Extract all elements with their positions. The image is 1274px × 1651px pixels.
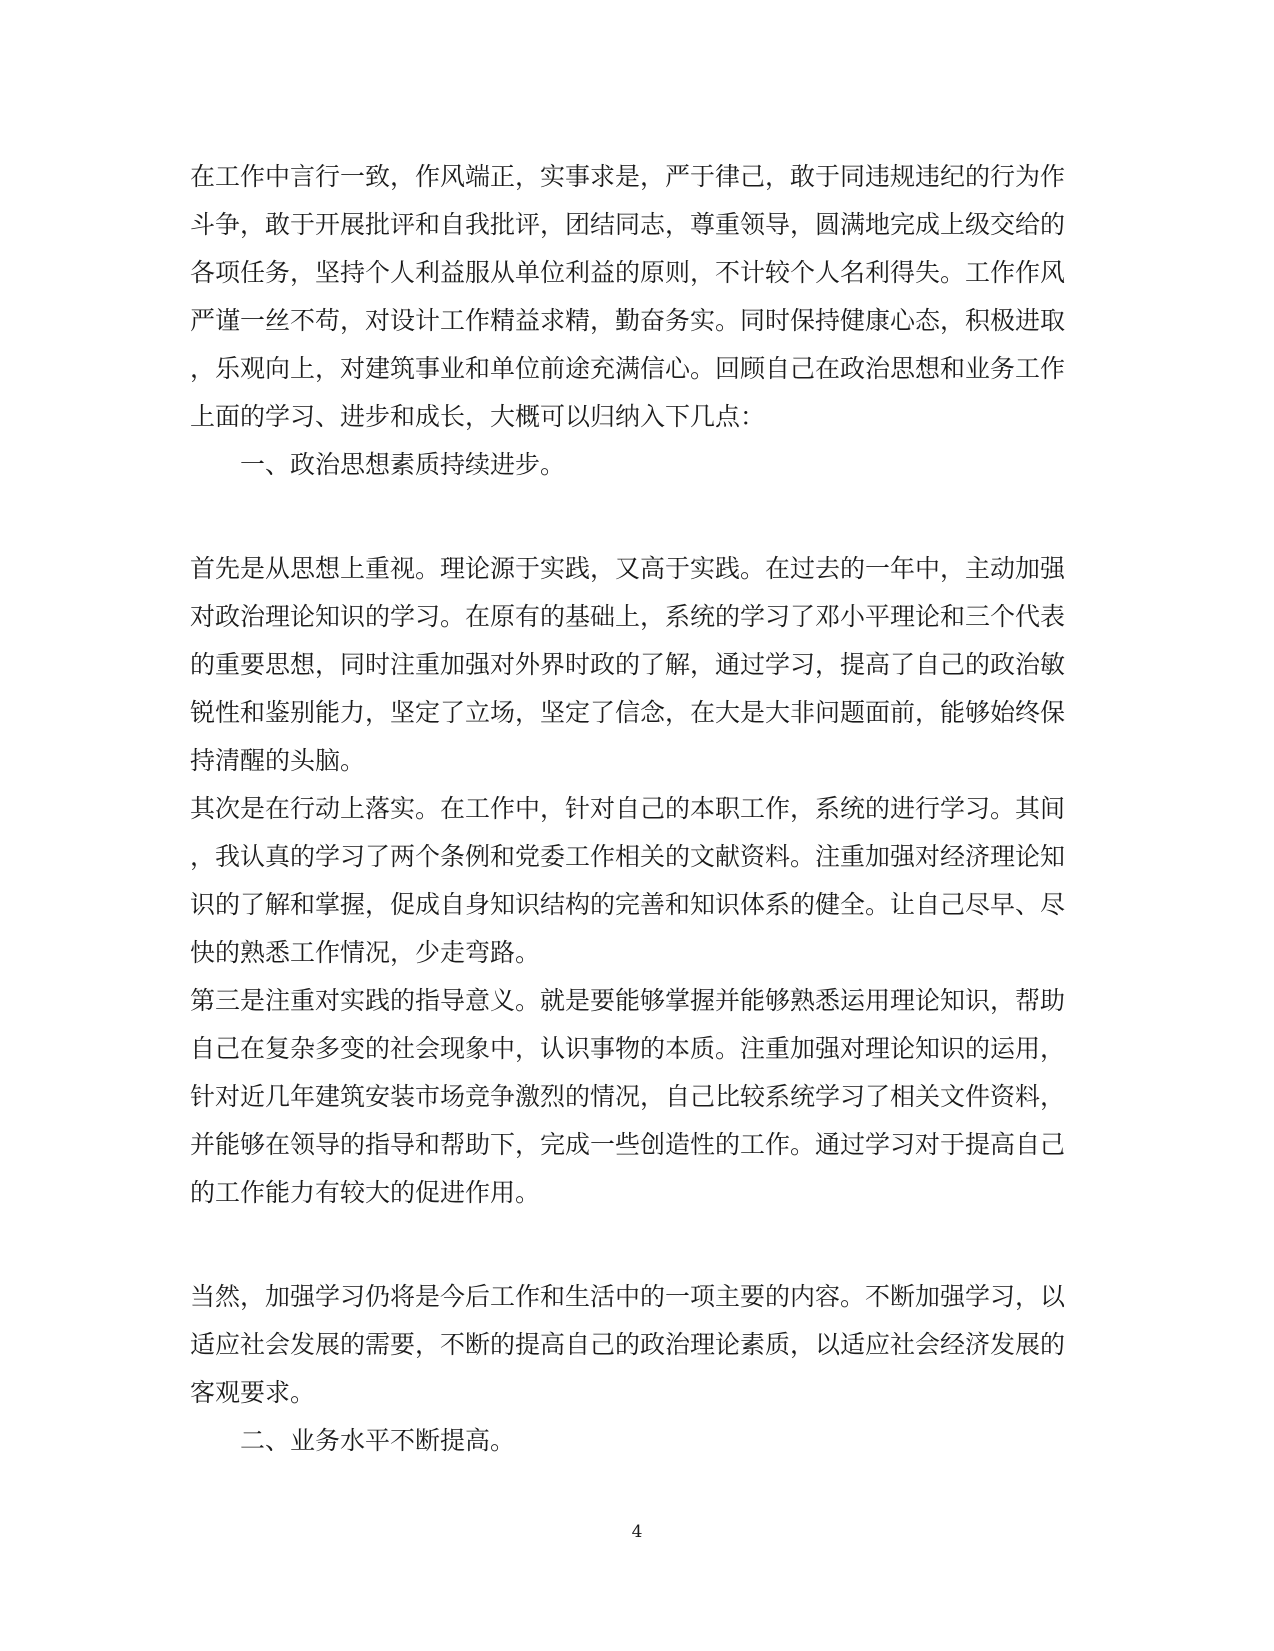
paragraph-second-point (190, 785, 1070, 977)
text-line: 上面的学习、进步和成长，大概可以归纳入下几点： (190, 402, 766, 431)
spacer (190, 489, 1070, 545)
spacer (190, 1217, 1070, 1273)
heading-text: 一、政治思想素质持续进步。 (240, 450, 566, 479)
paragraph-third-point (190, 977, 1070, 1217)
page-number: 4 (631, 1522, 643, 1542)
text-line: 自己在复杂多变的社会现象中，认识事物的本质。注重加强对理论知识的运用， (190, 1034, 1066, 1063)
text-line: 在工作中言行一致，作风端正，实事求是，严于律己，敢于同违规违纪的行为作 (190, 162, 1066, 191)
text-line: 快的熟悉工作情况，少走弯路。 (190, 938, 541, 967)
heading-text: 二、业务水平不断提高。 (240, 1426, 516, 1455)
text-line: 其次是在行动上落实。在工作中，针对自己的本职工作，系统的进行学习。其间 (190, 794, 1066, 823)
section-heading-political (190, 441, 1070, 489)
text-line: 识的了解和掌握，促成自身知识结构的完善和知识体系的健全。让自己尽早、尽 (190, 890, 1066, 919)
paragraph-first-point (190, 545, 1070, 785)
text-line: 并能够在领导的指导和帮助下，完成一些创造性的工作。通过学习对于提高自己 (190, 1130, 1066, 1159)
text-line: ，乐观向上，对建筑事业和单位前途充满信心。回顾自己在政治思想和业务工作 (190, 354, 1066, 383)
text-line: 斗争，敢于开展批评和自我批评，团结同志，尊重领导，圆满地完成上级交给的 (190, 210, 1066, 239)
text-line: 锐性和鉴别能力，坚定了立场，坚定了信念，在大是大非问题面前，能够始终保 (190, 698, 1066, 727)
text-line: 针对近几年建筑安装市场竞争激烈的情况，自己比较系统学习了相关文件资料， (190, 1082, 1066, 1111)
text-line: 持清醒的头脑。 (190, 746, 366, 775)
text-line: 适应社会发展的需要，不断的提高自己的政治理论素质，以适应社会经济发展的 (190, 1330, 1066, 1359)
document-body (190, 153, 1070, 1465)
text-line: 客观要求。 (190, 1378, 316, 1407)
text-line: ，我认真的学习了两个条例和党委工作相关的文献资料。注重加强对经济理论知 (190, 842, 1066, 871)
paragraph-work-conduct (190, 153, 1070, 441)
text-line: 严谨一丝不苟，对设计工作精益求精，勤奋务实。同时保持健康心态，积极进取 (190, 306, 1066, 335)
section-heading-business (190, 1417, 1070, 1465)
text-line: 首先是从思想上重视。理论源于实践，又高于实践。在过去的一年中，主动加强 (190, 554, 1066, 583)
text-line: 各项任务，坚持个人利益服从单位利益的原则，不计较个人名利得失。工作作风 (190, 258, 1066, 287)
text-line: 当然，加强学习仍将是今后工作和生活中的一项主要的内容。不断加强学习，以 (190, 1282, 1066, 1311)
text-line: 的重要思想，同时注重加强对外界时政的了解，通过学习，提高了自己的政治敏 (190, 650, 1066, 679)
text-line: 第三是注重对实践的指导意义。就是要能够掌握并能够熟悉运用理论知识，帮助 (190, 986, 1066, 1015)
paragraph-continued-learning (190, 1273, 1070, 1417)
text-line: 对政治理论知识的学习。在原有的基础上，系统的学习了邓小平理论和三个代表 (190, 602, 1066, 631)
text-line: 的工作能力有较大的促进作用。 (190, 1178, 541, 1207)
